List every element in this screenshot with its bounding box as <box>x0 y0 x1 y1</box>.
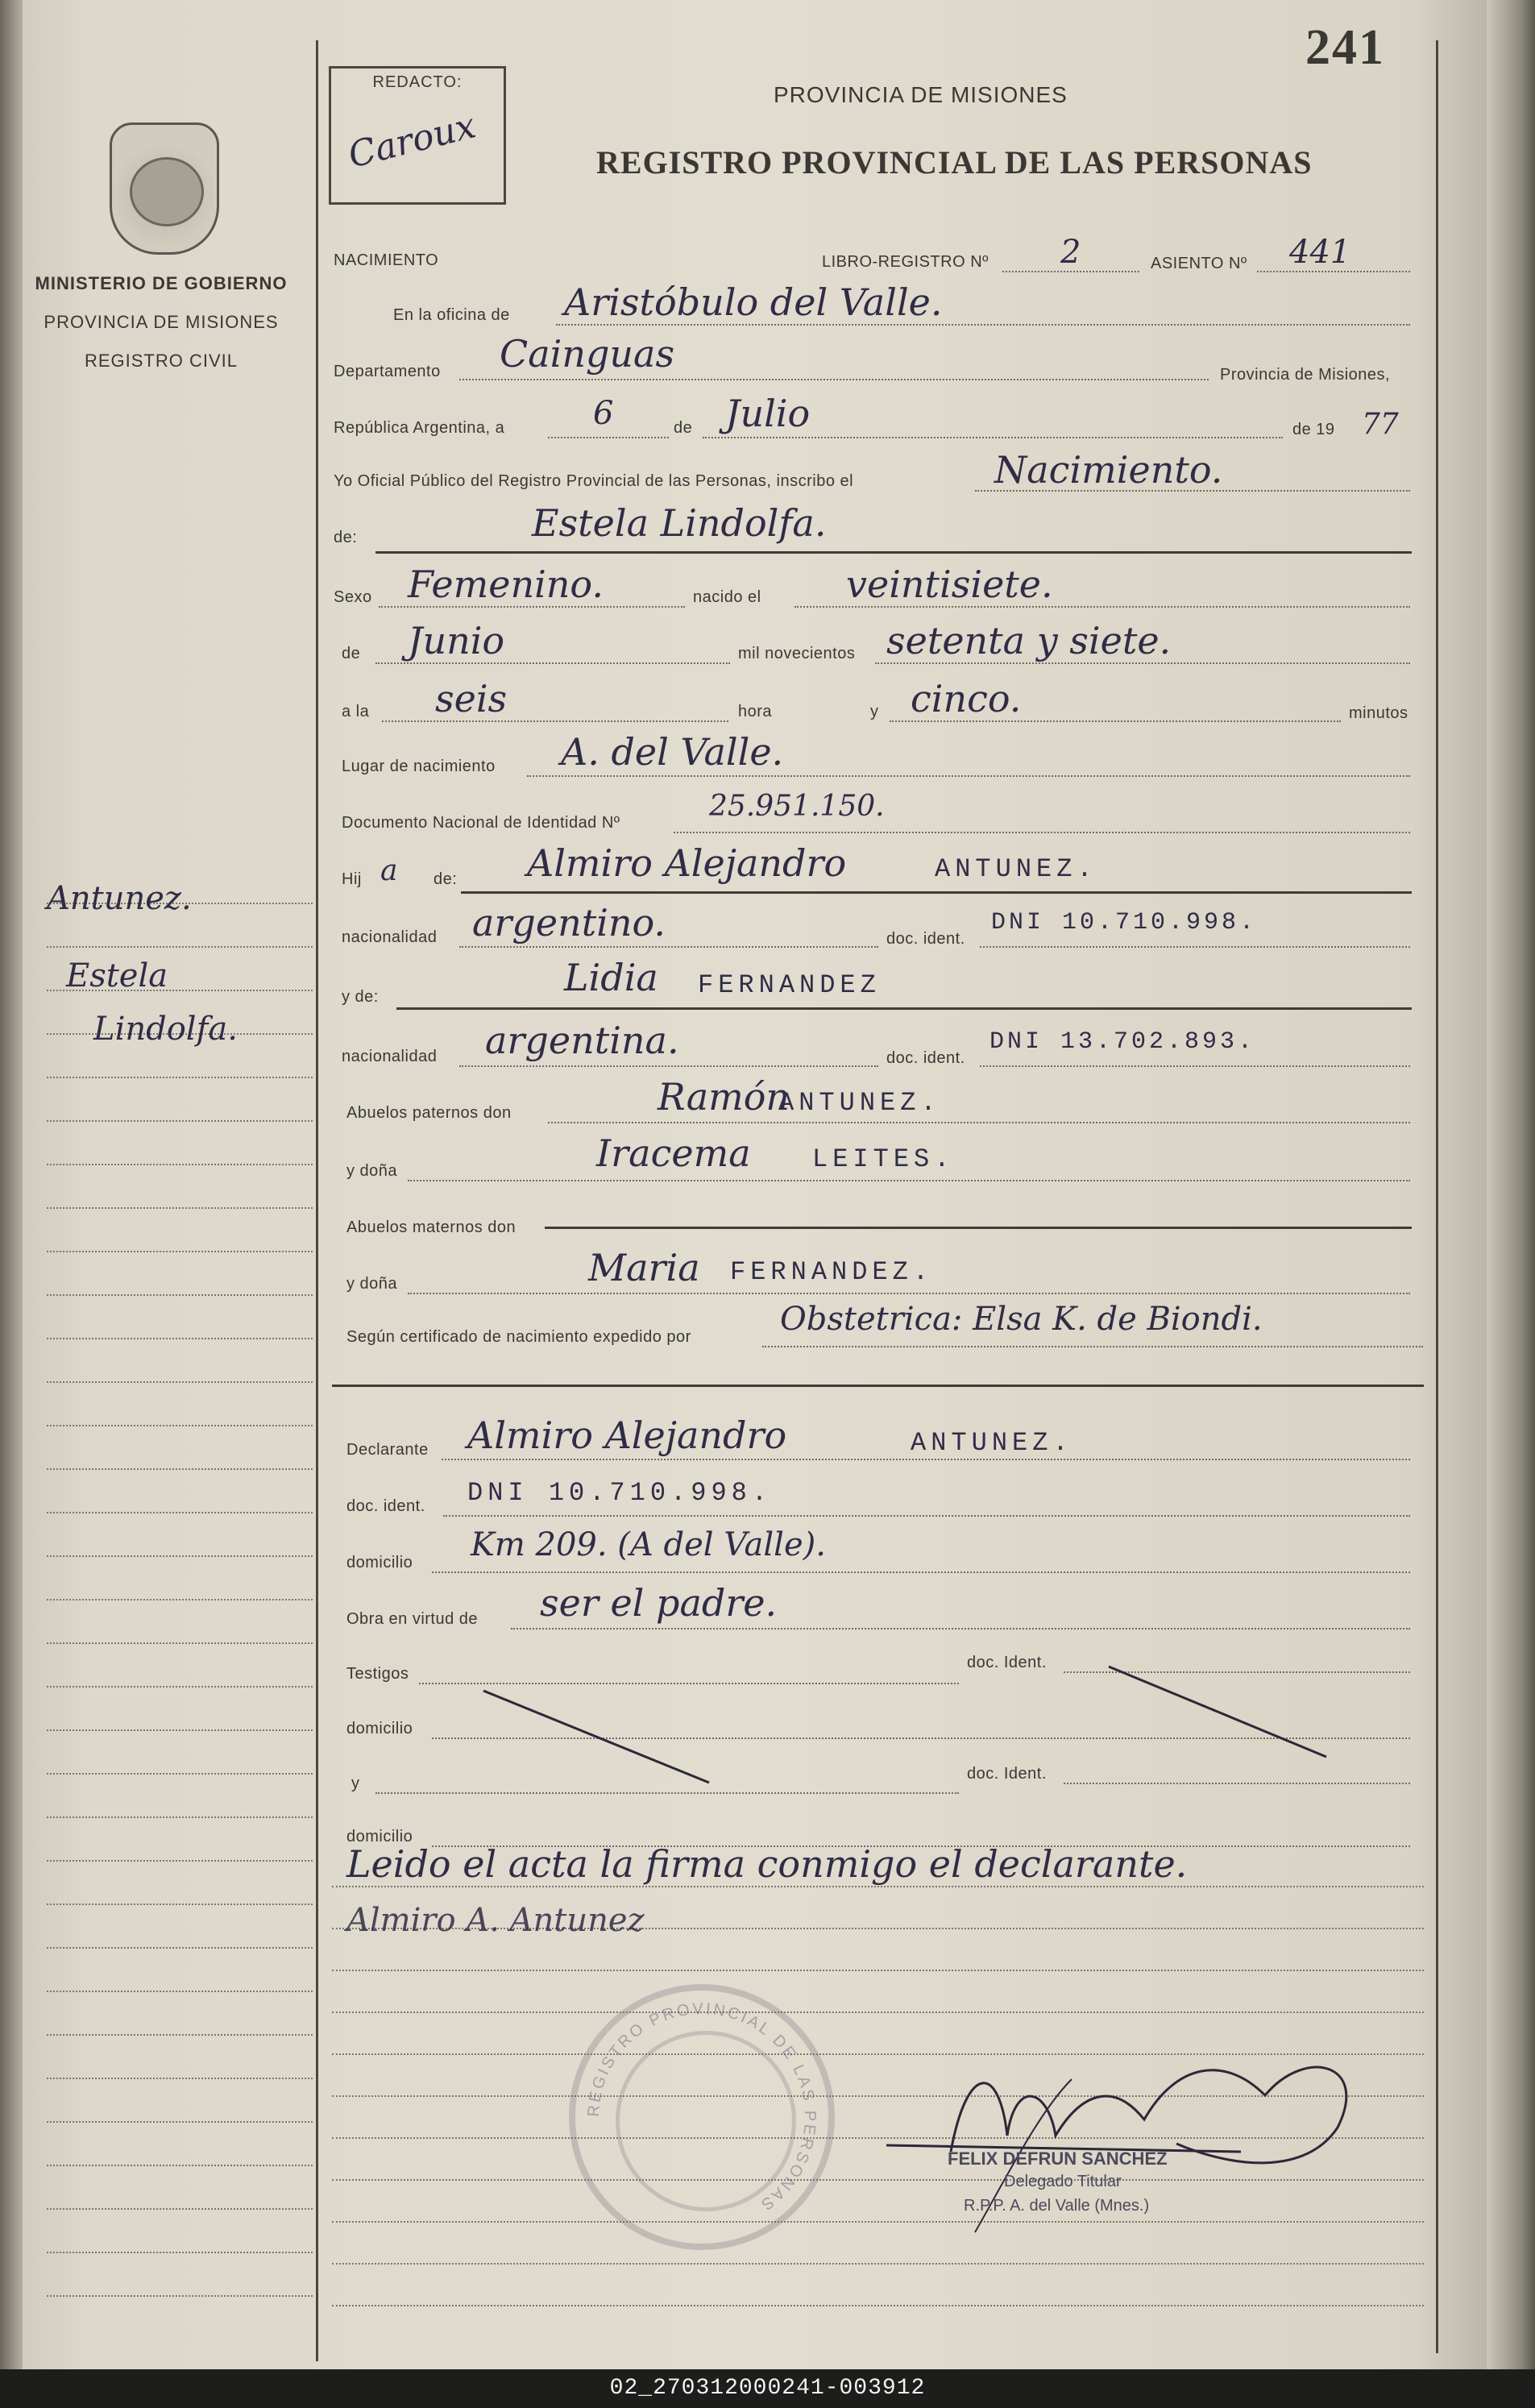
testigo2-y-label: y <box>351 1775 360 1792</box>
margin-surname: Antunez. <box>47 880 192 917</box>
header-title: REGISTRO PROVINCIAL DE LAS PERSONAS <box>596 144 1313 181</box>
page-number: 241 <box>1305 20 1385 75</box>
ministry-line3: REGISTRO CIVIL <box>84 351 239 371</box>
ministry-line1: MINISTERIO DE GOBIERNO <box>35 273 288 293</box>
abuela-mat-label: y doña <box>346 1275 398 1293</box>
obra-value: ser el padre. <box>540 1581 778 1625</box>
departamento-value: Cainguas <box>500 332 675 376</box>
ministry-line2: PROVINCIA DE MISIONES <box>44 312 279 332</box>
provincia-suffix: Provincia de Misiones, <box>1220 366 1391 384</box>
testigos-label: Testigos <box>346 1665 409 1683</box>
abuela-pat-surname: LEITES. <box>812 1144 955 1174</box>
padre-surname: ANTUNEZ. <box>935 854 1097 884</box>
decl-doc-value: DNI 10.710.998. <box>467 1478 773 1508</box>
yde-label: y de: <box>342 988 379 1006</box>
padre-nac-label: nacionalidad <box>342 928 438 946</box>
libro-value: 2 <box>1060 234 1081 271</box>
y-label: y <box>870 703 879 720</box>
departamento-label: Departamento <box>334 363 441 380</box>
padre-value: Almiro Alejandro <box>527 841 847 885</box>
madre-surname: FERNANDEZ <box>698 970 881 1000</box>
hij-label: Hij <box>342 870 362 888</box>
official-title: Delegado Titular <box>1004 2173 1122 2190</box>
hora-value: seis <box>435 677 508 720</box>
day-value: 6 <box>593 395 614 432</box>
official-name: FELIX DEFRUN SANCHEZ <box>948 2149 1168 2169</box>
declarante-label: Declarante <box>346 1441 429 1459</box>
testigo1-docid-label: doc. Ident. <box>967 1654 1047 1671</box>
domicilio-label: domicilio <box>346 1554 413 1571</box>
abuelos-pat-label: Abuelos paternos don <box>346 1104 512 1122</box>
madre-doc-value: DNI 13.702.893. <box>989 1028 1256 1056</box>
ruled-line <box>332 1886 1424 1887</box>
obra-label: Obra en virtud de <box>346 1610 479 1628</box>
ala-label: a la <box>342 703 370 720</box>
madre-docid-label: doc. ident. <box>886 1049 965 1067</box>
de-label: de <box>674 419 693 437</box>
libro-label: LIBRO-REGISTRO Nº <box>822 253 989 271</box>
nacido-label: nacido el <box>693 588 761 606</box>
ruled-line <box>332 2012 1424 2013</box>
year-value: 77 <box>1362 408 1399 441</box>
dni-value: 25.951.150. <box>709 790 885 823</box>
asiento-value: 441 <box>1289 234 1351 271</box>
abuelo-pat-value: Ramón <box>658 1075 790 1119</box>
redacto-label: REDACTO: <box>372 73 463 91</box>
image-id-footer: 02_270312000241-003912 <box>0 2369 1535 2408</box>
declarante-value: Almiro Alejandro <box>467 1414 787 1457</box>
month-value: Julio <box>725 392 811 435</box>
oficina-label: En la oficina de <box>393 306 510 324</box>
madre-nac-label: nacionalidad <box>342 1048 438 1065</box>
abuela-pat-value: Iracema <box>596 1131 751 1175</box>
registry-seal-stamp <box>569 1984 835 2250</box>
hij-letter: a <box>380 854 398 887</box>
domicilio-value: Km 209. (A del Valle). <box>471 1526 826 1563</box>
hij-de-label: de: <box>434 870 458 888</box>
redacto-signature: Caroux <box>344 105 480 176</box>
segun-value: Obstetrica: Elsa K. de Biondi. <box>780 1301 1263 1338</box>
padre-nac-value: argentino. <box>472 901 666 945</box>
mil-value: setenta y siete. <box>886 619 1172 662</box>
madre-nac-value: argentina. <box>485 1019 679 1062</box>
abuela-mat-surname: FERNANDEZ. <box>730 1257 934 1287</box>
hora-label: hora <box>738 703 773 720</box>
header-province: PROVINCIA DE MISIONES <box>774 82 1068 107</box>
testigo2-docid-label: doc. Ident. <box>967 1765 1047 1783</box>
abuela-pat-label: y doña <box>346 1162 398 1180</box>
nacido-value: veintisiete. <box>846 563 1053 606</box>
madre-value: Lidia <box>564 956 658 999</box>
sexo-label: Sexo <box>334 588 372 606</box>
abuelos-mat-label: Abuelos maternos don <box>346 1219 517 1236</box>
ruled-line <box>332 2305 1424 2306</box>
de2-label: de <box>342 645 361 662</box>
mes-nac-value: Junio <box>408 619 505 662</box>
margin-given2: Lindolfa. <box>93 1011 238 1048</box>
official-office: R.P.P. A. del Valle (Mnes.) <box>964 2197 1150 2215</box>
svg-text:REGISTRO PROVINCIAL DE LAS PER <box>585 2000 819 2215</box>
ruled-line <box>332 1970 1424 1971</box>
leido-text: Leido el acta la firma conmigo el declarante. <box>346 1842 1188 1886</box>
minutos-label: minutos <box>1349 704 1408 722</box>
testigo2-domicilio-label: domicilio <box>346 1828 413 1845</box>
sexo-value: Femenino. <box>408 563 604 606</box>
lugar-value: A. del Valle. <box>561 730 784 774</box>
decl-docid-label: doc. ident. <box>346 1497 425 1515</box>
segun-label: Según certificado de nacimiento expedido por <box>346 1328 691 1346</box>
oficina-value: Aristóbulo del Valle. <box>564 280 943 324</box>
padre-docid-label: doc. ident. <box>886 930 965 948</box>
dni-label: Documento Nacional de Identidad Nº <box>342 814 620 832</box>
republica-label: República Argentina, a <box>334 419 505 437</box>
inscribo-value: Nacimiento. <box>994 448 1223 492</box>
de-name-label: de: <box>334 529 358 546</box>
minutos-value: cinco. <box>911 677 1022 720</box>
abuela-mat-value: Maria <box>588 1246 700 1289</box>
name-value: Estela Lindolfa. <box>532 501 827 545</box>
inscribo-label: Yo Oficial Público del Registro Provincial de las Personas, inscribo el <box>334 472 854 490</box>
padre-doc-value: DNI 10.710.998. <box>991 909 1258 936</box>
year-label: de 19 <box>1292 421 1335 438</box>
margin-given1: Estela <box>66 957 168 994</box>
declarante-signature: Almiro A. Antunez <box>346 1902 645 1939</box>
lugar-label: Lugar de nacimiento <box>342 758 496 775</box>
record-type-label: NACIMIENTO <box>334 251 439 269</box>
official-signature-block <box>886 2031 1370 2273</box>
mil-label: mil novecientos <box>738 645 856 662</box>
abuelo-pat-surname: ANTUNEZ. <box>778 1088 941 1118</box>
testigo1-domicilio-label: domicilio <box>346 1720 413 1737</box>
seal-text: REGISTRO PROVINCIAL DE LAS PERSONAS <box>584 1999 819 2215</box>
asiento-label: ASIENTO Nº <box>1151 255 1247 272</box>
declarante-surname: ANTUNEZ. <box>911 1428 1073 1458</box>
